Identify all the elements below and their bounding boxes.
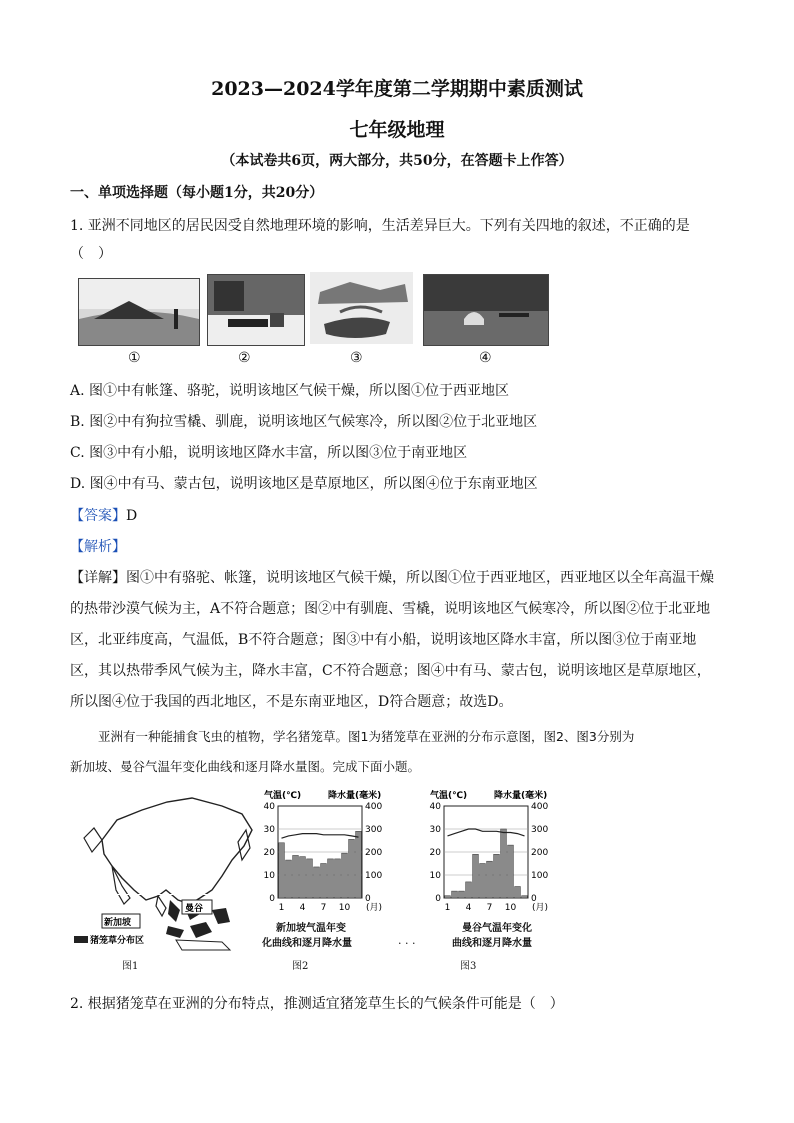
fig3-caption-2: 曲线和逐月降水量: [452, 938, 532, 949]
fig2-x-tick: 4: [299, 903, 306, 913]
fig2-left-tick: 40: [263, 802, 275, 812]
fig3-precip-bar: [501, 829, 507, 898]
fig3-x-tick: 7: [486, 903, 493, 913]
fig2-x-tick: 1: [278, 903, 285, 913]
photo-label-4: ④: [479, 350, 492, 366]
fig3-x-tick: (月): [532, 903, 549, 913]
fig3-left-tick: 30: [429, 825, 441, 835]
fig3-right-tick: 100: [531, 871, 549, 881]
fig3-left-tick: 20: [429, 848, 441, 858]
fig3-right-tick: 0: [531, 894, 537, 904]
intro-line-1: 亚洲有一种能捕食飞虫的植物，学名猪笼草。图1为猪笼草在亚洲的分布示意图，图2、图3分别为: [98, 729, 635, 744]
fig3-precip-bar: [480, 864, 486, 899]
photo-desert-tent: [78, 278, 200, 346]
fig3-precip-bar: [445, 896, 451, 898]
intro-line-2: 新加坡、曼谷气温年变化曲线和逐月降水量图。完成下面小题。: [70, 759, 421, 774]
fig2-left-tick: 20: [263, 848, 275, 858]
fig3-right-tick: 300: [531, 825, 549, 835]
fig2-precip-bar: [328, 859, 334, 898]
fig2-x-tick: 10: [338, 903, 351, 913]
detail-line-5: 所以图④位于我国的西北地区，不是东南亚地区，D符合题意；故选D。: [70, 694, 513, 710]
fig3-precip-bar: [522, 896, 528, 898]
answer-tag: 【答案】: [70, 508, 126, 524]
fig1-map: [72, 790, 262, 970]
fig2-caption-1: 新加坡气温年变: [276, 923, 346, 934]
photo-label-2: ②: [238, 350, 251, 366]
fig2-precip-bar: [279, 843, 285, 898]
exam-note: （本试卷共6页，两大部分，共50分，在答题卡上作答）: [221, 153, 573, 169]
fig2-label: 图2: [292, 961, 309, 972]
fig3-right-tick: 400: [531, 802, 549, 812]
detail-line-2: 的热带沙漠气候为主，A不符合题意；图②中有驯鹿、雪橇，说明该地区气候寒冷，所以图②位于北亚地: [70, 601, 711, 617]
q1-option-d: D. 图④中有马、蒙古包，说明该地区是草原地区，所以图④位于东南亚地区: [70, 476, 538, 492]
fig3-precip-bar: [459, 891, 465, 898]
fig3-left-tick: 40: [429, 802, 441, 812]
photo-label-1: ①: [128, 350, 141, 366]
photo-label-3: ③: [350, 350, 363, 366]
q1-stem: 1. 亚洲不同地区的居民因受自然地理环境的影响，生活差异巨大。下列有关四地的叙述，不正确的是: [70, 218, 690, 234]
fig3-precip-bar: [473, 854, 479, 898]
fig2-precip-bar: [349, 839, 355, 898]
detail-line-1: 【详解】图①中有骆驼、帐篷，说明该地区气候干燥，所以图①位于西亚地区，西亚地区以全年高温干燥: [70, 570, 714, 586]
q2-stem: 2. 根据猪笼草在亚洲的分布特点，推测适宜猪笼草生长的气候条件可能是（ ）: [70, 996, 564, 1012]
fig3-caption-1: 曼谷气温年变化: [462, 923, 532, 934]
detail-line-4: 区，其以热带季风气候为主，降水丰富，C不符合题意；图④中有马、蒙古包，说明该地区是草原地区，: [70, 663, 711, 679]
fig2-right-tick: 100: [365, 871, 383, 881]
label-singapore: 新加坡: [104, 918, 132, 928]
fig2-caption-2: 化曲线和逐月降水量: [262, 938, 352, 949]
fig2-right-tick: 400: [365, 802, 383, 812]
fig2-x-tick: 7: [320, 903, 327, 913]
fig3-precip-bar: [515, 887, 521, 899]
fig2-y-left-title: 气温(℃): [264, 791, 302, 801]
dots: . . .: [398, 934, 416, 947]
fig3-y-left-title: 气温(℃): [430, 791, 468, 801]
fig3-y-right-title: 降水量(毫米): [494, 791, 548, 801]
answer-value: D: [126, 508, 138, 524]
fig2-left-tick: 30: [263, 825, 275, 835]
fig1-caption: 图1: [122, 961, 139, 972]
fig2-precip-bar: [321, 864, 327, 899]
fig3-label: 图3: [460, 961, 477, 972]
fig3-precip-bar: [452, 891, 458, 898]
fig2-x-tick: (月): [366, 903, 383, 913]
exam-subject: 七年级地理: [349, 119, 445, 141]
fig2-precip-bar: [342, 853, 348, 898]
fig2-precip-bar: [286, 860, 292, 898]
fig2-precip-bar: [314, 867, 320, 898]
photo-reindeer-sledge: [207, 274, 305, 346]
photo-boats: [310, 272, 413, 344]
asia-outline: [102, 798, 252, 904]
fig2-right-tick: 0: [365, 894, 371, 904]
q1-answer: [70, 505, 137, 525]
photo-yurt-grassland: [423, 274, 549, 346]
fig2-y-right-title: 降水量(毫米): [328, 791, 382, 801]
fig2-right-tick: 300: [365, 825, 383, 835]
fig3-precip-bar: [494, 854, 500, 898]
fig3-x-tick: 1: [444, 903, 451, 913]
fig3-precip-bar: [487, 861, 493, 898]
legend-swatch: [74, 936, 88, 943]
analysis-tag: 【解析】: [70, 539, 126, 555]
q1-option-a: A. 图①中有帐篷、骆驼，说明该地区气候干燥，所以图①位于西亚地区: [70, 383, 510, 399]
fig3-left-tick: 10: [429, 871, 441, 881]
exam-title: 2023—2024学年度第二学期期中素质测试: [211, 78, 583, 100]
fig3-temperature-curve: [448, 829, 525, 836]
fig3-right-tick: 200: [531, 848, 549, 858]
detail-line-3: 区，北亚纬度高，气温低，B不符合题意；图③中有小船，说明该地区降水丰富，所以图③位于南亚地: [70, 632, 697, 648]
fig2-left-tick: 0: [269, 894, 275, 904]
fig2-temperature-curve: [282, 834, 359, 839]
fig2-precip-bar: [293, 855, 299, 898]
section-heading: 一、单项选择题（每小题1分，共20分）: [70, 185, 324, 201]
q1-option-c: C. 图③中有小船，说明该地区降水丰富，所以图③位于南亚地区: [70, 445, 468, 461]
fig2-right-tick: 200: [365, 848, 383, 858]
fig2-precip-bar: [356, 831, 362, 898]
q1-paren: （ ）: [70, 246, 112, 262]
fig3-precip-bar: [466, 882, 472, 898]
q1-option-b: B. 图②中有狗拉雪橇、驯鹿，说明该地区气候寒冷，所以图②位于北亚地区: [70, 414, 538, 430]
fig3-left-tick: 0: [435, 894, 441, 904]
fig2-precip-bar: [300, 857, 306, 898]
fig2-precip-bar: [335, 859, 341, 898]
legend-label: 猪笼草分布区: [90, 936, 145, 946]
fig2-precip-bar: [307, 859, 313, 898]
fig3-x-tick: 10: [504, 903, 517, 913]
fig2-left-tick: 10: [263, 871, 275, 881]
fig3-precip-bar: [508, 845, 514, 898]
label-bangkok: 曼谷: [185, 904, 204, 914]
fig3-x-tick: 4: [465, 903, 472, 913]
